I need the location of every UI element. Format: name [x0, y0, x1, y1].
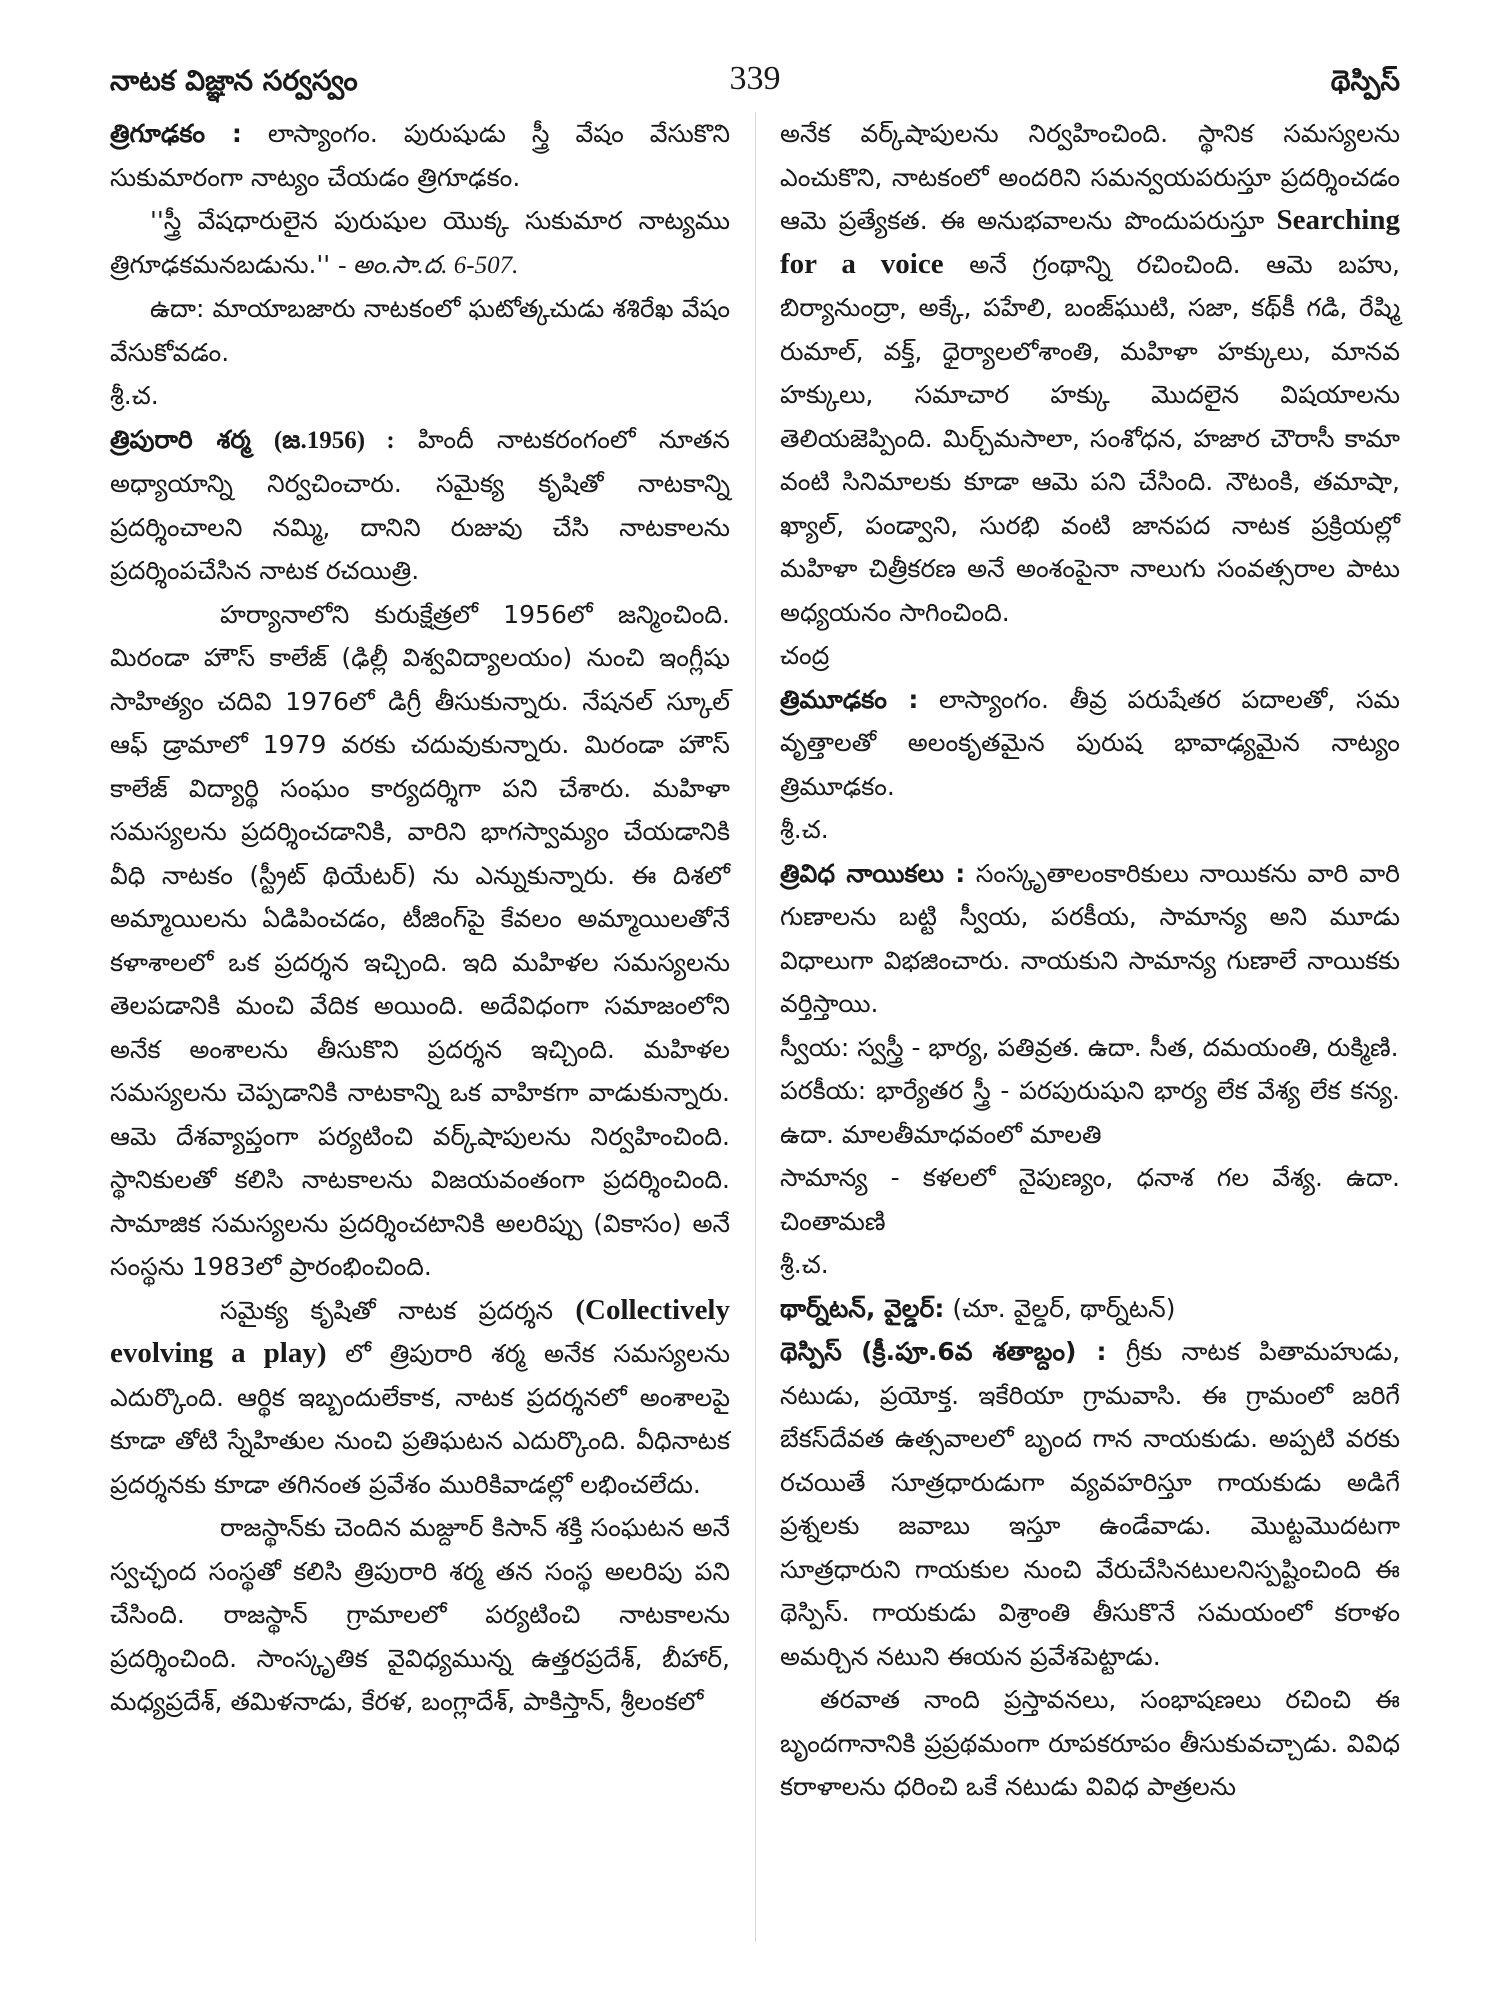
entry-quote — [110, 199, 730, 287]
cross-reference: (చూ. వైల్డర్, థార్న్‌టన్) — [952, 1293, 1176, 1323]
entry-year: (జ.1956) : — [273, 426, 395, 454]
entry-term: థార్న్‌టన్, వైల్డర్: — [780, 1293, 945, 1323]
entry-term: త్రివిధ నాయికలు : — [780, 858, 966, 888]
column-divider — [755, 112, 756, 1942]
author-signature: శ్రీ.చ. — [780, 1250, 829, 1279]
quote-text: ''స్త్రీ వేషధారులైన పురుషుల యొక్క సుకుమార నాట్యము త్రిగూఢకమనబడును.'' — [110, 206, 730, 279]
entry-trigudhakam — [110, 112, 730, 199]
entry-trividha-nayikalu — [780, 852, 1400, 1026]
paragraph-text: సమైక్య కృషితో నాటక ప్రదర్శన — [220, 1295, 554, 1325]
author-signature: శ్రీ.చ. — [110, 381, 159, 410]
english-phrase: (Collectively evolving a play) — [110, 1293, 730, 1369]
entry-term: త్రిమూఢకం : — [780, 684, 919, 714]
entry-definition: హిందీ నాటకరంగంలో నూతన అధ్యాయాన్ని నిర్వచించారు. సమైక్య కృషితో నాటకాన్ని ప్రదర్శించాలని నమ్మి, దానిని రుజువు చేసి నాటకాలను ప్రదర్శింపచేసిన నాటక రచయిత్రి. — [110, 424, 730, 585]
body-paragraph — [110, 1289, 730, 1507]
entry-definition: గ్రీకు నాటక పితామహుడు, నటుడు, ప్రయోక్త. ఇకేరియా గ్రామవాసి. ఈ గ్రామంలో జరిగే బేకస్‌దేవత ఉత్సవాలలో బృంద గాన నాయకుడు. అప్పటి వరకు రచయితే సూత్రధారుడుగా వ్యవహరిస్తూ గాయకుడు అడిగే ప్రశ్నలకు జవాబు ఇస్తూ ఉండేవాడు. మొట్టమొదటగా సూత్రధారుని గాయకుల నుంచి వేరుచేసినటులనిస్పష్టించింది ఈ థెస్పిస్. గాయకుడు విశ్రాంతి తీసుకొనే సమయంలో కరాళం అమర్చిన నటుని ఈయన ప్రవేశపెట్టాడు. — [780, 1337, 1401, 1671]
english-book-title: Searching for a voice — [780, 204, 1400, 280]
entry-thespis — [780, 1330, 1400, 1678]
author-signature: చంద్ర — [780, 641, 830, 670]
quote-reference: - అం.సా.ద. 6-507. — [338, 251, 519, 279]
body-paragraph: తరవాత నాంది ప్రస్తావనలు, సంభాషణలు రచించి ఈ బృందగానానికి ప్రప్రథమంగా రూపకరూపం తీసుకువచ్చాడు. వివిధ కరాళాలను ధరించి ఒకే నటుడు వివిధ పాత్రలను — [780, 1685, 1400, 1801]
page-number: 339 — [729, 60, 781, 97]
right-column — [780, 112, 1400, 1809]
entry-trimudhakam — [780, 678, 1400, 809]
running-header — [110, 60, 1400, 110]
paragraph-text: లో త్రిపురారి శర్మ అనేక సమస్యలను ఎదుర్కొంది. ఆర్థిక ఇబ్బందులేకాక, నాటక ప్రదర్శనలో అంశాలపై కూడా తోటి స్నేహితుల నుంచి ప్రతిఘటన ఎదుర్కొంది. వీధినాటక ప్రదర్శనకు కూడా తగినంత ప్రవేశం మురికివాడల్లో లభించలేదు. — [110, 1339, 730, 1499]
header-book-title: నాటక విజ్ఞాన సర్వస్వం — [110, 64, 358, 97]
header-entry-word: థెస్పిస్ — [1330, 64, 1400, 97]
author-signature: శ్రీ.చ. — [780, 815, 829, 844]
left-column — [110, 112, 730, 1724]
entry-tripurari-sharma — [110, 418, 730, 593]
entry-definition: లాస్యాంగం. పురుషుడు స్త్రీ వేషం వేసుకొని సుకుమారంగా నాట్యం చేయడం త్రిగూఢకం. — [110, 119, 730, 192]
body-paragraph: రాజస్థాన్‌కు చెందిన మజ్దూర్ కిసాన్ శక్తి సంఘటన అనే స్వచ్ఛంద సంస్థతో కలిసి త్రిపురారి శర్మ తన సంస్థ అలరిపు పని చేసింది. రాజస్థాన్ గ్రామాలలో పర్యటించి నాటకాలను ప్రదర్శించింది. సాంస్కృతిక వైవిధ్యమున్న ఉత్తరప్రదేశ్, బీహార్, మధ్యప్రదేశ్, తమిళనాడు, కేరళ, బంగ్లాదేశ్, పాకిస్తాన్, శ్రీలంకలో — [110, 1513, 730, 1716]
entry-thornton-wilder — [780, 1287, 1400, 1331]
entry-year: (క్రీ.పూ.6వ శతాబ్దం) : — [861, 1337, 1107, 1366]
body-paragraph: హర్యానాలోని కురుక్షేత్రలో 1956లో జన్మించింది. మిరండా హౌస్ కాలేజ్ (ఢిల్లీ విశ్వవిద్యాలయం) నుంచి ఇంగ్లీషు సాహిత్యం చదివి 1976లో డిగ్రీ తీసుకున్నారు. నేషనల్ స్కూల్ ఆఫ్ డ్రామాలో 1979 వరకు చదువుకున్నారు. మిరండా హౌస్ కాలేజ్ విద్యార్థి సంఘం కార్యదర్శిగా పని చేశారు. మహిళా సమస్యలను ప్రదర్శించడానికి, వారిని భాగస్వామ్యం చేయడానికి వీధి నాటకం (స్ట్రీట్ థియేటర్) ను ఎన్నుకున్నారు. ఈ దిశలో అమ్మాయిలను ఏడిపించడం, టీజింగ్‌పై కేవలం అమ్మాయిలతోనే కళాశాలలో ఒక ప్రదర్శన ఇచ్చింది. ఇది మహిళల సమస్యలను తెలపడానికి మంచి వేదిక అయింది. అదేవిధంగా సమాజంలోని అనేక అంశాలను తీసుకొని ప్రదర్శన ఇచ్చింది. మహిళల సమస్యలను చెప్పడానికి నాటకాన్ని ఒక వాహికగా వాడుకున్నారు. ఆమె దేశవ్యాప్తంగా పర్యటించి వర్క్‌షాపులను నిర్వహించింది. స్థానికులతో కలిసి నాటకాలను విజయవంతంగా ప్రదర్శించింది. సామాజిక సమస్యలను ప్రదర్శించటానికి అలరిప్పు (వికాసం) అనే సంస్థను 1983లో ప్రారంభించింది. — [110, 599, 730, 1281]
entry-line: స్వీయ: స్వస్త్రీ - భార్య, పతివ్రత. ఉదా. సీత, దమయంతి, రుక్మిణి. — [780, 1032, 1399, 1062]
entry-example: ఉదా: మాయాబజారు నాటకంలో ఘటోత్కచుడు శశిరేఖ వేషం వేసుకోవడం. — [110, 294, 730, 367]
body-paragraph — [780, 112, 1400, 634]
entry-term: త్రిగూఢకం : — [110, 119, 242, 148]
paragraph-text: అనేక వర్క్‌షాపులను నిర్వహించింది. స్థానిక సమస్యలను ఎంచుకొని, నాటకంలో అందరిని సమన్వయపరుస్తూ ప్రదర్శించడం ఆమె ప్రత్యేకత. ఈ అనుభవాలను పొందుపరుస్తూ — [780, 119, 1400, 235]
entry-term: త్రిపురారి శర్మ — [110, 424, 251, 454]
entry-definition: సంస్కృతాలంకారికులు నాయికను వారి వారి గుణాలను బట్టి స్వీయ, పరకీయ, సామాన్య అని మూడు విధాలుగా విభజించారు. నాయకుని సామాన్య గుణాలే నాయికకు వర్తిస్తాయి. — [780, 858, 1400, 1018]
entry-definition: లాస్యాంగం. తీవ్ర పరుషేతర పదాలతో, సమ వృత్తాలతో అలంకృతమైన పురుష భావాఢ్యమైన నాట్యం త్రిమూఢకం. — [780, 684, 1400, 801]
entry-line: సామాన్య - కళలలో నైపుణ్యం, ధనాశ గల వేశ్య. ఉదా. చింతామణి — [780, 1163, 1400, 1236]
paragraph-text: అనే గ్రంథాన్ని రచించింది. ఆమె బహు, బిర్యానుంద్రా, అక్కే, పహేలి, బంజ్‌ఘుటి, సజా, కథ్‌కీ గడి, రేష్మి రుమాల్, వక్త్, ధైర్యాలలోశాంతి, మహిళా హక్కులు, మానవ హక్కులు, సమాచార హక్కు మొదలైన విషయాలను తెలియజెప్పింది. మిర్చ్‌మసాలా, సంశోధన, హజార చౌరాసీ కామా వంటి సినిమాలకు కూడా ఆమె పని చేసింది. నౌటంకి, తమాషా, ఖ్యాల్, పండ్వాని, సురభి వంటి జానపద నాటక ప్రక్రియల్లో మహిళా చిత్రీకరణ అనే అంశంపైనా నాలుగు సంవత్సరాల పాటు అధ్యయనం సాగించింది. — [780, 249, 1400, 627]
entry-line: పరకీయ: భార్యేతర స్త్రీ - పరపురుషుని భార్య లేక వేశ్య లేక కన్య. ఉదా. మాలతీమాధవంలో మాలతి — [780, 1076, 1400, 1149]
entry-term: థెస్పిస్ — [780, 1337, 842, 1366]
